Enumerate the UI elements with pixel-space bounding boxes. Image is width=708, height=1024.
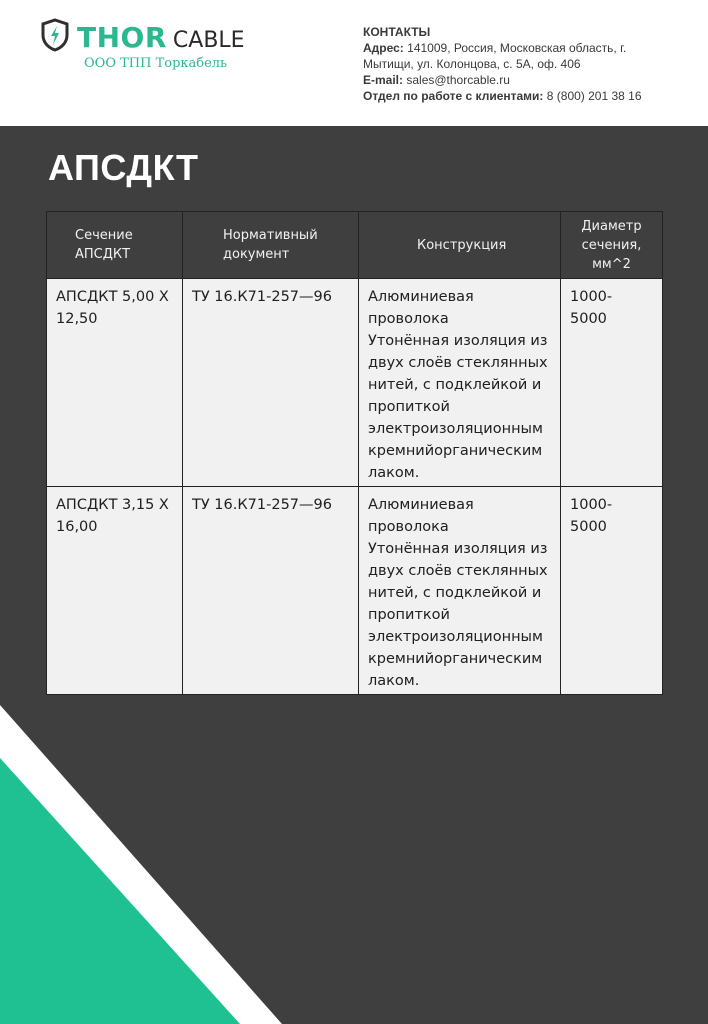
cell-document: ТУ 16.К71-257—96 <box>183 487 359 695</box>
table-row <box>47 487 663 695</box>
brand-subtitle: ООО ТПП Торкабель <box>84 56 228 71</box>
contacts-block <box>363 24 693 104</box>
page-title: АПСДКТ <box>48 147 199 188</box>
brand-logo <box>77 19 245 61</box>
cell-section: АПСДКТ 3,15 Х 16,00 <box>47 487 183 695</box>
header-section: Сечение АПСДКТ <box>47 212 183 279</box>
address-label: Адрес: <box>363 41 404 55</box>
address-line1: 141009, Россия, Московская область, г. <box>403 41 627 55</box>
cell-diameter: 1000- 5000 <box>561 487 663 695</box>
header-document: Нормативный документ <box>183 212 359 279</box>
table-header-row <box>47 212 663 279</box>
contacts-email <box>363 72 693 88</box>
contacts-address <box>363 40 693 56</box>
table-row <box>47 279 663 487</box>
email-value[interactable]: sales@thorcable.ru <box>403 73 510 87</box>
spec-table <box>46 211 663 695</box>
header-construction: Конструкция <box>359 212 561 279</box>
cell-diameter: 1000- 5000 <box>561 279 663 487</box>
header-diameter: Диаметр сечения, мм^2 <box>561 212 663 279</box>
cell-construction: Алюминиевая проволока Утонённая изоляция из двух слоёв стеклянных нитей, с подклейкой и пропиткой электроизоляционным кремнийорганическим лаком. <box>359 487 561 695</box>
phone-value[interactable]: 8 (800) 201 38 16 <box>543 89 642 103</box>
brand-cable: CABLE <box>172 28 245 53</box>
cell-construction: Алюминиевая проволока Утонённая изоляция из двух слоёв стеклянных нитей, с подклейкой и пропиткой электроизоляционным кремнийорганическим лаком. <box>359 279 561 487</box>
header <box>0 0 708 126</box>
email-label: E-mail: <box>363 73 404 87</box>
contacts-phone <box>363 88 693 104</box>
contacts-title: КОНТАКТЫ <box>363 25 431 39</box>
shield-bolt-icon <box>40 18 70 52</box>
cell-section: АПСДКТ 5,00 Х 12,50 <box>47 279 183 487</box>
dept-label: Отдел по работе с клиентами: <box>363 89 544 103</box>
address-line2: Мытищи, ул. Колонцова, с. 5А, оф. 406 <box>363 57 581 71</box>
brand-thor: THOR <box>77 21 167 54</box>
cell-document: ТУ 16.К71-257—96 <box>183 279 359 487</box>
